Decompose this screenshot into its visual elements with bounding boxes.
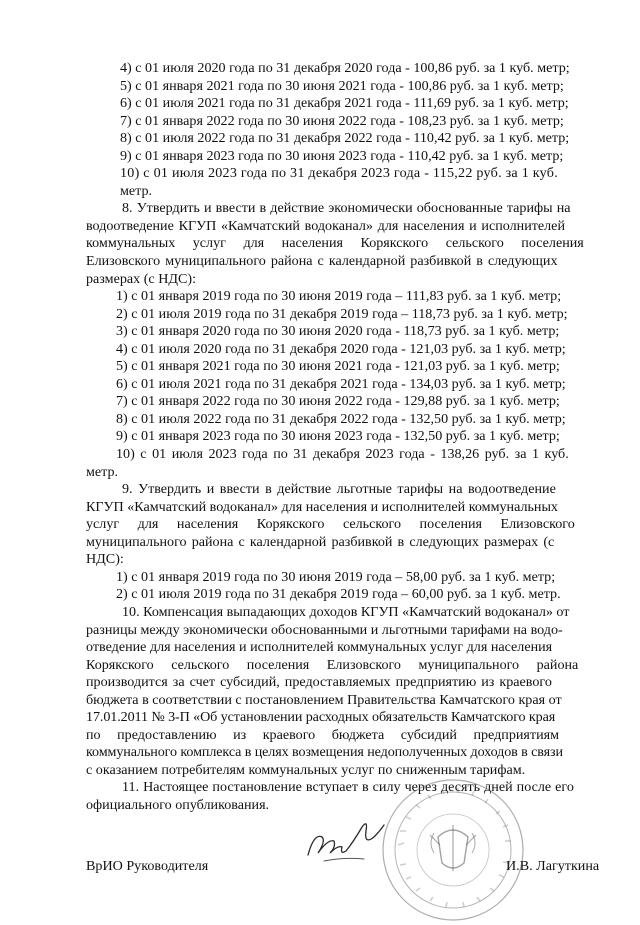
paragraph-line: муниципального района с календарной разбивкой в следующих размерах (с xyxy=(86,533,555,550)
paragraph-line: Елизовского муниципального района с календарной разбивкой в следующих xyxy=(86,253,558,270)
rate-line-wrap: метр. xyxy=(120,182,153,199)
paragraph-line: 17.01.2011 № 3-П «Об установлении расходных обязательств Камчатского края xyxy=(86,709,556,726)
rate-line-wrap: метр. xyxy=(86,463,119,480)
paragraph-line: 8. Утвердить и ввести в действие экономически обоснованные тарифы на xyxy=(122,200,571,217)
rate-line: 3) с 01 января 2020 года по 30 июня 2020 года - 118,73 руб. за 1 куб. метр; xyxy=(116,323,560,340)
rate-line: 1) с 01 января 2019 года по 30 июня 2019 года – 111,83 руб. за 1 куб. метр; xyxy=(116,288,562,305)
paragraph-line: 10. Компенсация выпадающих доходов КГУП «Камчатский водоканал» от xyxy=(122,603,570,620)
item-9 xyxy=(86,481,608,604)
paragraph-line: производится за счет субсидий, предоставляемых предприятию из краевого xyxy=(86,674,552,691)
rate-line: 10) с 01 июля 2023 года по 31 декабря 2023 года - 138,26 руб. за 1 куб. xyxy=(116,446,569,463)
rate-line: 8) с 01 июля 2022 года по 31 декабря 2022 года - 110,42 руб. за 1 куб. метр; xyxy=(120,130,570,147)
rate-line: 5) с 01 января 2021 года по 30 июня 2021 года - 100,86 руб. за 1 куб. метр; xyxy=(120,77,564,94)
rate-line: 6) с 01 июля 2021 года по 31 декабря 2021 года - 134,03 руб. за 1 куб. метр; xyxy=(116,375,566,392)
item-10 xyxy=(86,604,608,779)
paragraph-line: коммунальных услуг для населения Корякского сельского поселения xyxy=(86,235,584,252)
paragraph-line: официального опубликования. xyxy=(86,796,270,813)
rate-line: 1) с 01 января 2019 года по 30 июня 2019 года – 58,00 руб. за 1 куб. метр; xyxy=(116,568,556,585)
rate-line: 2) с 01 июля 2019 года по 31 декабря 2019 года – 60,00 руб. за 1 куб. метр. xyxy=(116,586,561,603)
rate-line: 8) с 01 июля 2022 года по 31 декабря 2022 года - 132,50 руб. за 1 куб. метр; xyxy=(116,410,566,427)
paragraph-line: разницы между экономически обоснованными и льготными тарифами на водо- xyxy=(86,621,563,638)
rate-line: 7) с 01 января 2022 года по 30 июня 2022 года - 108,23 руб. за 1 куб. метр; xyxy=(120,112,564,129)
signatory-title: ВрИО Руководителя xyxy=(86,858,209,874)
paragraph-line: водоотведение КГУП «Камчатский водоканал» для населения и исполнителей xyxy=(86,217,565,234)
rate-line: 6) с 01 июля 2021 года по 31 декабря 2021 года - 111,69 руб. за 1 куб. метр; xyxy=(120,95,569,112)
item-8 xyxy=(86,200,608,481)
paragraph-line: коммунального комплекса в целях возмещения недополученных доходов в связи xyxy=(86,744,563,761)
rate-line: 4) с 01 июля 2020 года по 31 декабря 2020 года - 121,03 руб. за 1 куб. метр; xyxy=(116,340,566,357)
document-body xyxy=(86,60,608,815)
paragraph-line: КГУП «Камчатский водоканал» для населения и исполнителей коммунальных xyxy=(86,498,558,515)
rate-line: 10) с 01 июля 2023 года по 31 декабря 2023 года - 115,22 руб. за 1 куб. xyxy=(120,165,558,182)
signatory-name: И.В. Лагуткина xyxy=(506,858,600,874)
rate-line: 4) с 01 июля 2020 года по 31 декабря 2020 года - 100,86 руб. за 1 куб. метр; xyxy=(120,60,570,76)
item-7-continuation xyxy=(86,60,608,200)
paragraph-line: Корякского сельского поселения Елизовского муниципального района xyxy=(86,656,579,673)
paragraph-line: НДС): xyxy=(86,551,124,568)
rate-line: 9) с 01 января 2023 года по 30 июня 2023 года - 110,42 руб. за 1 куб. метр; xyxy=(120,147,564,164)
rate-line: 7) с 01 января 2022 года по 30 июня 2022 года - 129,88 руб. за 1 куб. метр; xyxy=(116,393,560,410)
paragraph-line: 11. Настоящее постановление вступает в силу через десять дней после его xyxy=(122,779,574,796)
paragraph-line: отведение для населения и исполнителей коммунальных услуг для населения xyxy=(86,639,553,656)
paragraph-line: бюджета в соответствии с постановлением Правительства Камчатского края от xyxy=(86,691,562,708)
rate-line: 9) с 01 января 2023 года по 30 июня 2023 года - 132,50 руб. за 1 куб. метр; xyxy=(116,428,560,445)
signature-icon xyxy=(300,815,410,875)
rate-line: 2) с 01 июля 2019 года по 31 декабря 2019 года – 118,73 руб. за 1 куб. метр; xyxy=(116,305,568,322)
paragraph-line: по предоставлению из краевого бюджета субсидий предприятиям xyxy=(86,726,560,743)
rate-line: 5) с 01 января 2021 года по 30 июня 2021 года - 121,03 руб. за 1 куб. метр; xyxy=(116,358,560,375)
paragraph-line: размерах (с НДС): xyxy=(86,270,196,287)
paragraph-line: услуг для населения Корякского сельского поселения Елизовского xyxy=(86,516,575,533)
paragraph-line: с оказанием потребителям коммунальных услуг по сниженным тарифам. xyxy=(86,761,526,778)
item-11 xyxy=(86,779,608,814)
paragraph-line: 9. Утвердить и ввести в действие льготные тарифы на водоотведение xyxy=(122,481,556,498)
